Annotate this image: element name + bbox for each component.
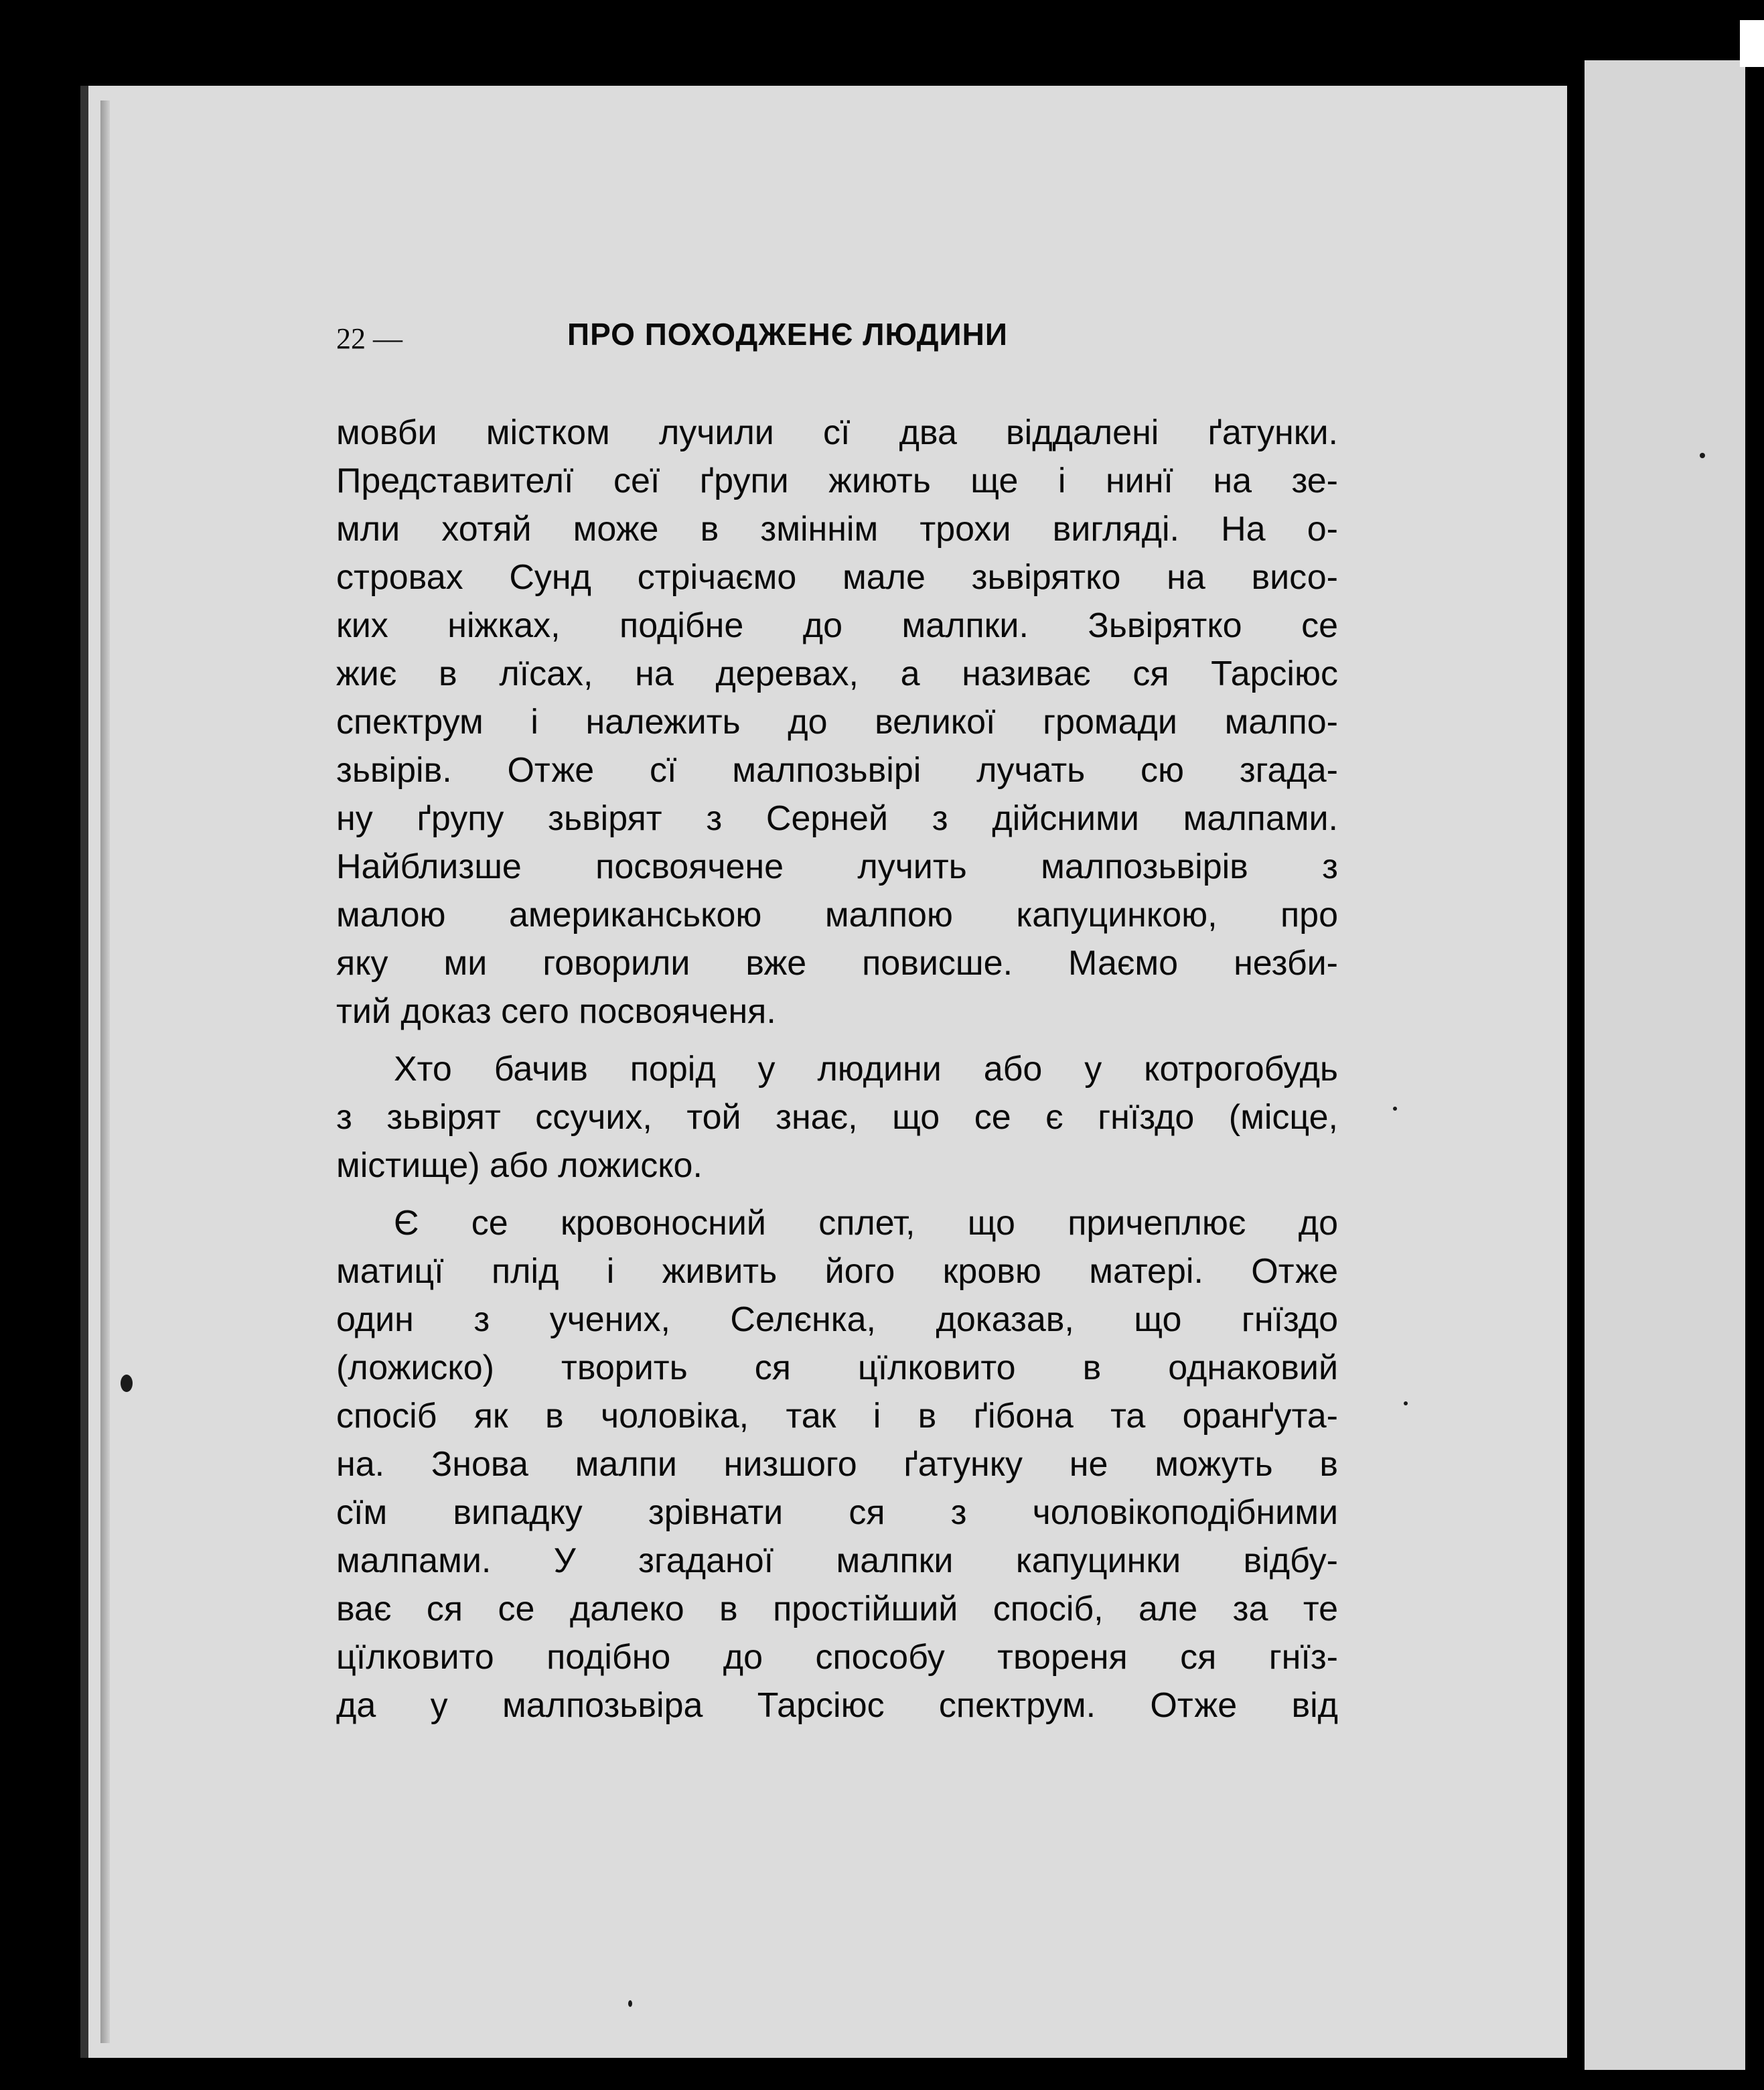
paragraph-1 (336, 409, 1338, 1036)
scan-speck (1700, 453, 1705, 458)
scan-border-highlight (1740, 20, 1764, 67)
text-line: на. Знова малпи низшого ґатунку не можуть в (336, 1445, 1338, 1484)
running-title: ПРО ПОХОДЖЕНЄ ЛЮДИНИ (567, 317, 1008, 352)
text-line: жиє в лїсах, на деревах, а називає ся Тарсіюс (336, 654, 1338, 693)
text-line: Є се кровоносний сплет, що причеплює до (394, 1204, 1338, 1243)
text-line: мли хотяй може в змiннiм трохи вигляді. На о- (336, 510, 1338, 549)
text-line: Представителї сеї ґрупи жиють ще і нинї на зе- (336, 462, 1338, 500)
scan-speck (1404, 1401, 1408, 1405)
page-body-text (336, 409, 1338, 1730)
text-line: тий доказ сего посвояченя. (336, 992, 776, 1031)
text-line: мовби містком лучили сї два віддалені ґатунки. (336, 413, 1338, 452)
text-line: ває ся се далеко в простійший спосіб, але за те (336, 1590, 1338, 1628)
text-line: (ложиско) творить ся цїлковито в однаковий (336, 1348, 1338, 1387)
running-head (336, 316, 1327, 363)
text-line: малою американською малпою капуцинкою, про (336, 896, 1338, 934)
text-line: містище) або ложиско. (336, 1146, 703, 1185)
text-line: Найблизше посвоячене лучить малпозьвірів з (336, 847, 1338, 886)
text-line: спектрум і належить до великої громади малпо- (336, 703, 1338, 742)
text-line: ких ніжках, подібне до малпки. Зьвірятко се (336, 606, 1338, 645)
text-line: да у малпозьвіра Тарсіюс спектрум. Отже від (336, 1686, 1338, 1725)
text-line: спосіб як в чоловіка, так і в ґібона та оранґута- (336, 1397, 1338, 1436)
text-line: з зьвірят ссучих, той знає, що се є гнїздо (місце, (336, 1098, 1338, 1137)
text-line: Хто бачив порід у людини або у котрогобудь (394, 1050, 1338, 1089)
right-book-page-fragment (1585, 60, 1745, 2070)
page-edge-shadow (100, 100, 110, 2043)
text-line: зьвірів. Отже сї малпозьвірі лучать сю згада- (336, 751, 1338, 790)
text-line: яку ми говорили вже повисше. Маємо незби- (336, 944, 1338, 983)
text-line: малпами. У згаданої малпки капуцинки відбу- (336, 1541, 1338, 1580)
scan-speck (121, 1375, 133, 1392)
text-line: один з учених, Селєнка, доказав, що гнїздо (336, 1300, 1338, 1339)
scan-speck (1393, 1107, 1397, 1111)
text-line: сїм випадку зрівнати ся з чоловікоподібними (336, 1493, 1338, 1532)
text-line: стровах Сунд стрічаємо мале зьвірятко на висо- (336, 558, 1338, 597)
book-gutter (1567, 60, 1585, 2070)
text-line: матицї плід і живить його кровю матері. Отже (336, 1252, 1338, 1291)
text-line: ну ґрупу зьвірят з Серней з дійсними малпами. (336, 799, 1338, 838)
scan-speck (628, 2000, 632, 2007)
text-line: цїлковито подібно до способу твореня ся гнїз- (336, 1638, 1338, 1677)
paragraph-3 (336, 1199, 1338, 1730)
page-number: 22 — (336, 322, 402, 355)
paragraph-2 (336, 1045, 1338, 1190)
